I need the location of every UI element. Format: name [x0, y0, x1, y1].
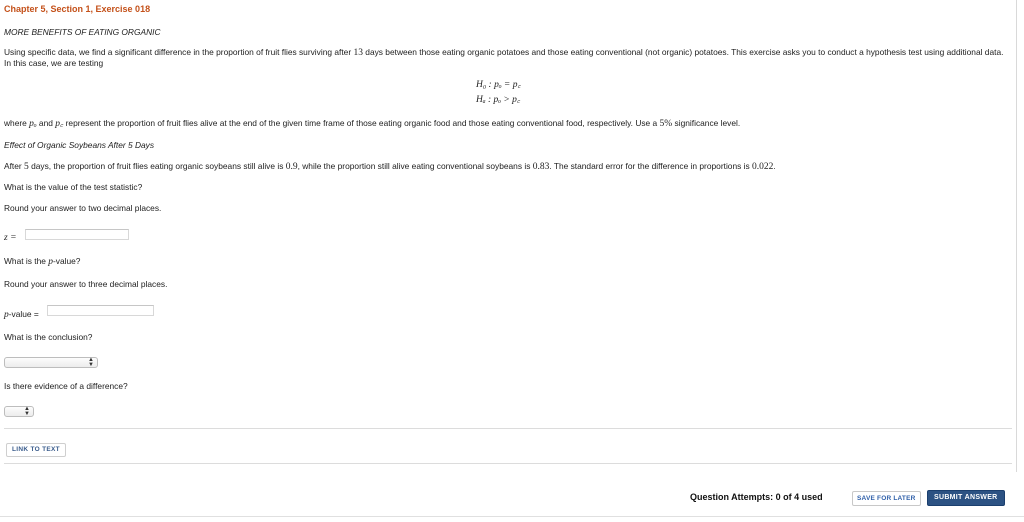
where-text-d: significance level.: [672, 118, 741, 128]
p-value-input[interactable]: [47, 305, 154, 316]
p-value-label-p: p: [4, 310, 9, 320]
submit-answer-button[interactable]: SUBMIT ANSWER: [927, 490, 1005, 506]
q2-instruction: Round your answer to three decimal places.: [4, 279, 168, 289]
q1-instruction: Round your answer to two decimal places.: [4, 203, 162, 213]
where-paragraph: [4, 116, 740, 129]
p-value-label-rest: -value =: [8, 309, 39, 319]
after-text-e: .: [773, 161, 776, 171]
divider-top: [4, 428, 1012, 429]
z-label: z =: [4, 233, 17, 243]
q4-question: Is there evidence of a difference?: [4, 381, 128, 391]
conclusion-select[interactable]: [4, 357, 98, 368]
po-symbol: pₒ: [29, 119, 37, 129]
q1-question: What is the value of the test statistic?: [4, 182, 143, 192]
pc-symbol: p꜀: [55, 119, 64, 129]
where-text-b: and: [36, 118, 56, 128]
intro-text-2: days between those eating organic potatoes and those eating conventional (not organic) potatoes. This exercise asks you to conduct a hypothesis test using additional data. In this case, we are testing: [4, 47, 1004, 68]
after-text-b: days, the proportion of fruit flies eating organic soybeans still alive is: [28, 161, 286, 171]
organic-proportion: 0.9: [285, 162, 298, 172]
where-text-c: represent the proportion of fruit flies alive at the end of the given time frame of those eating organic food and those eating conventional food, respectively. Use a: [63, 118, 660, 128]
effect-title: Effect of Organic Soybeans After 5 Days: [4, 140, 155, 150]
q3-question: What is the conclusion?: [4, 332, 93, 342]
after-paragraph: [4, 161, 776, 172]
evidence-select[interactable]: [4, 406, 34, 417]
null-hypothesis: H₀ : pₒ = p꜀: [476, 80, 521, 90]
after-text-d: . The standard error for the difference in proportions is: [549, 161, 753, 171]
footer-divider: [0, 516, 1024, 517]
z-input[interactable]: [25, 229, 129, 240]
after-text-a: After: [4, 161, 25, 171]
select-arrows-icon: ▲ ▼: [88, 357, 94, 368]
q2-question: [4, 256, 80, 267]
q2-p-symbol: p: [48, 257, 53, 267]
q2-text-a: What is the: [4, 256, 49, 266]
attempts-counter: Question Attempts: 0 of 4 used: [690, 492, 823, 502]
intro-text-1: Using specific data, we find a significant difference in the proportion of fruit flies surviving after: [4, 47, 354, 57]
exercise-title: Chapter 5, Section 1, Exercise 018: [4, 4, 151, 14]
intro-days: 13: [353, 48, 363, 58]
intro-paragraph: [4, 47, 1004, 68]
where-text-a: where: [4, 118, 30, 128]
link-to-text-button[interactable]: LINK TO TEXT: [6, 443, 66, 457]
standard-error: 0.022: [752, 162, 774, 172]
conventional-proportion: 0.83: [532, 162, 550, 172]
after-text-c: , while the proportion still alive eating conventional soybeans is: [297, 161, 533, 171]
p-value-label: [4, 309, 39, 320]
significance-level: 5%: [659, 119, 673, 129]
save-for-later-button[interactable]: SAVE FOR LATER: [852, 491, 921, 506]
select-arrows-icon: ▲ ▼: [24, 406, 30, 417]
q2-text-b: -value?: [52, 256, 81, 266]
exercise-subtitle: MORE BENEFITS OF EATING ORGANIC: [4, 27, 161, 37]
divider-bottom: [4, 463, 1012, 464]
alternative-hypothesis: Hₐ : pₒ > p꜀: [476, 95, 521, 105]
after-days: 5: [24, 162, 29, 172]
